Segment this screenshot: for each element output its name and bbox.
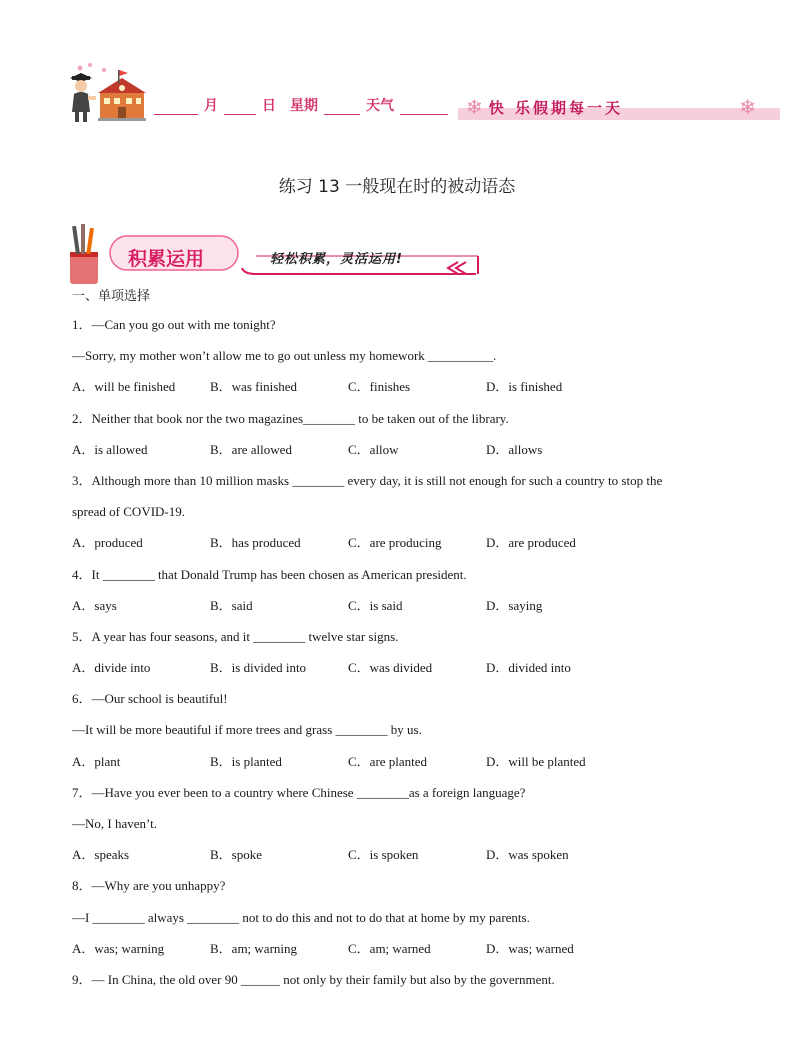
option-b: B．said — [210, 597, 253, 613]
option-a: A．produced — [72, 535, 143, 551]
school-graduate-icon — [60, 62, 150, 124]
day-label: 日 — [262, 98, 276, 114]
question-6-options — [72, 752, 722, 772]
page-title: 练习 13 一般现在时的被动语态 — [278, 177, 516, 197]
month-blank — [154, 98, 198, 115]
section-heading: 一、单项选择 — [72, 289, 151, 304]
option-c: C．finishes — [348, 379, 411, 395]
question-3-stem: 3．Although more than 10 million masks ________ every day, it is still not enough for such a country to stop the — [72, 472, 663, 488]
option-b: B．am; warning — [210, 940, 298, 956]
weather-label: 天气 — [366, 98, 394, 114]
option-d: D．are produced — [486, 535, 576, 551]
option-d: D．allows — [486, 441, 543, 457]
question-2-options — [72, 440, 722, 460]
question-1-reply: —Sorry, my mother won’t allow me to go out unless my homework __________. — [72, 348, 497, 364]
question-7-options — [72, 845, 722, 865]
slogan-text: 快 乐假期每一天 — [488, 98, 623, 117]
question-9-stem: 9．— In China, the old over 90 ______ not only by their family but also by the government. — [72, 971, 555, 987]
question-6-reply: —It will be more beautiful if more trees and grass ________ by us. — [72, 722, 422, 738]
option-b: B．was finished — [210, 379, 298, 395]
question-7-stem: 7．—Have you ever been to a country where Chinese ________as a foreign language? — [72, 784, 526, 800]
option-a: A．will be finished — [72, 379, 176, 395]
question-3-stem-cont: spread of COVID-19. — [72, 504, 186, 520]
question-7-reply: —No, I haven’t. — [72, 816, 157, 831]
option-d: D．was spoken — [486, 847, 569, 863]
question-8-stem: 8．—Why are you unhappy? — [72, 878, 226, 894]
option-a: A．divide into — [72, 660, 151, 676]
option-a: A．says — [72, 597, 117, 613]
option-a: A．plant — [72, 753, 121, 769]
section-subtitle: 轻松积累，灵活运用! — [270, 252, 403, 267]
option-a: A．was; warning — [72, 940, 165, 956]
question-list — [72, 287, 722, 1001]
option-c: C．are producing — [348, 535, 442, 551]
question-6-stem: 6．—Our school is beautiful! — [72, 691, 228, 707]
option-a: A．speaks — [72, 847, 130, 863]
option-c: C．is spoken — [348, 847, 419, 863]
option-a: A．is allowed — [72, 441, 148, 457]
question-5-options — [72, 658, 722, 678]
question-4-stem: 4．It ________ that Donald Trump has been chosen as American president. — [72, 566, 467, 582]
month-label: 月 — [204, 98, 218, 114]
option-b: B．spoke — [210, 847, 263, 863]
question-1-stem: 1．—Can you go out with me tonight? — [72, 317, 276, 332]
page-header — [0, 0, 794, 140]
question-8-reply: —I ________ always ________ not to do this and not to do that at home by my parents. — [72, 909, 530, 925]
option-c: C．am; warned — [348, 940, 431, 956]
question-8-options — [72, 939, 722, 959]
question-5-stem: 5．A year has four seasons, and it ________ twelve star signs. — [72, 628, 399, 644]
option-b: B．has produced — [210, 535, 301, 551]
weather-blank — [400, 98, 448, 115]
option-b: B．is divided into — [210, 660, 307, 676]
day-blank — [224, 98, 256, 115]
option-b: B．are allowed — [210, 441, 292, 457]
question-3-options — [72, 533, 722, 553]
option-d: D．was; warned — [486, 940, 574, 956]
slogan — [466, 94, 756, 120]
weekday-label: 星期 — [290, 98, 318, 114]
section-label: 积累运用 — [128, 248, 205, 270]
snowflake-icon: ❄ — [739, 95, 756, 119]
option-c: C．is said — [348, 597, 403, 613]
option-c: C．are planted — [348, 753, 428, 769]
question-4-options — [72, 596, 722, 616]
option-d: D．will be planted — [486, 753, 586, 769]
snowflake-icon: ❄ — [466, 95, 483, 119]
option-d: D．divided into — [486, 660, 571, 676]
weekday-blank — [324, 98, 360, 115]
option-c: C．was divided — [348, 660, 433, 676]
question-2-stem: 2．Neither that book nor the two magazines________ to be taken out of the library. — [72, 410, 509, 426]
date-weather-line — [152, 93, 450, 115]
option-d: D．is finished — [486, 379, 563, 395]
question-1-options — [72, 377, 722, 397]
option-d: D．saying — [486, 597, 543, 613]
option-c: C．allow — [348, 441, 399, 457]
option-b: B．is planted — [210, 753, 282, 769]
